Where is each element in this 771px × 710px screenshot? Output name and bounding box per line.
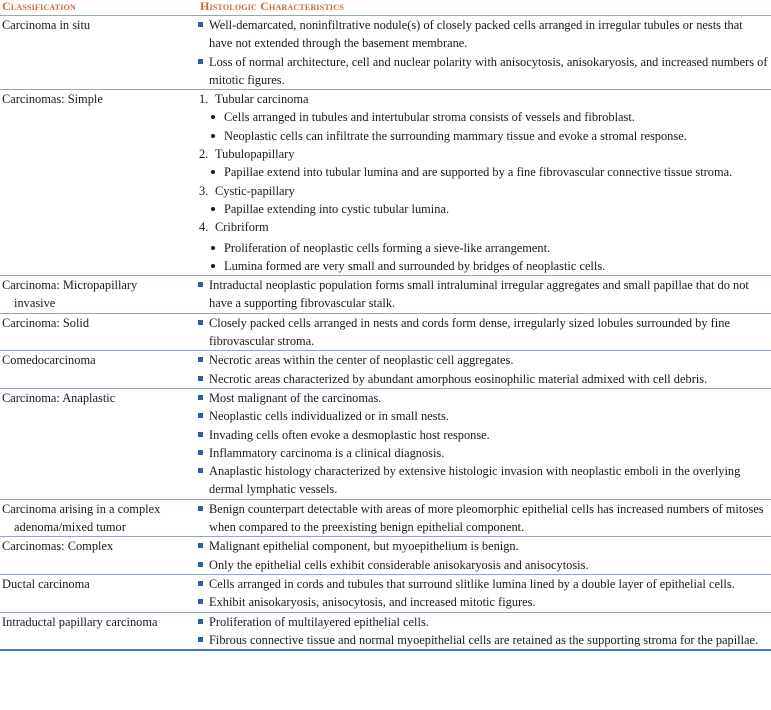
classification-line: Carcinoma arising in a complex [2, 501, 161, 516]
list-item: Cells arranged in tubules and intertubular stroma consists of vessels and fibroblast. [198, 108, 769, 126]
characteristics-cell [198, 90, 771, 275]
subtype-heading [198, 182, 769, 200]
characteristics-cell [198, 537, 771, 574]
classification-cell: Carcinomas: Simple [2, 92, 103, 107]
table-row [0, 500, 771, 538]
list-item: Anaplastic histology characterized by extensive histologic invasion with neoplastic emboli in the overlying dermal lymphatic vessels. [198, 462, 769, 499]
characteristics-cell [198, 276, 771, 313]
classification-line: invasive [14, 296, 56, 311]
table-row [0, 613, 771, 652]
classification-cell [0, 500, 198, 537]
subtype-number: 2. [199, 147, 209, 162]
classification-cell: Ductal carcinoma [2, 576, 90, 591]
characteristics-cell [198, 575, 771, 612]
classification-cell: Intraductal papillary carcinoma [2, 614, 158, 629]
list-item: Papillae extending into cystic tubular lumina. [198, 200, 769, 218]
subtype-number: 1. [199, 92, 209, 107]
list-item: Most malignant of the carcinomas. [198, 389, 769, 407]
subtype-heading [198, 145, 769, 163]
subtype-name: Cystic-papillary [215, 183, 295, 198]
list-item: Neoplastic cells individualized or in small nests. [198, 407, 769, 425]
table-row [0, 537, 771, 575]
classification-cell: Comedocarcinoma [2, 353, 96, 368]
subtype-number: 4. [199, 220, 209, 235]
classification-cell: Carcinoma in situ [2, 18, 91, 32]
list-item: Necrotic areas characterized by abundant amorphous eosinophilic material admixed with cell debris. [198, 370, 769, 388]
header-characteristics: Histologic Characteristics [200, 0, 344, 13]
subtype-name: Tubulopapillary [215, 147, 295, 162]
table-row [0, 90, 771, 276]
list-item: Proliferation of neoplastic cells forming a sieve-like arrangement. [198, 239, 769, 257]
table-row [0, 16, 771, 90]
list-item: Loss of normal architecture, cell and nuclear polarity with anisocytosis, anisokaryosis, and increased numbers of mitotic figures. [198, 53, 769, 90]
table-row [0, 575, 771, 613]
subtype-name: Tubular carcinoma [215, 92, 309, 107]
characteristics-cell [198, 351, 771, 388]
list-item: Closely packed cells arranged in nests and cords form dense, irregularly sized lobules surrounded by fine fibrovascular stroma. [198, 314, 769, 351]
list-item: Well-demarcated, noninfiltrative nodule(s) of closely packed cells arranged in irregular tubules or nests that have not extended through the basement membrane. [198, 16, 769, 53]
characteristics-cell [198, 314, 771, 351]
header-classification: Classification [2, 0, 77, 13]
list-item: Inflammatory carcinoma is a clinical diagnosis. [198, 444, 769, 462]
list-item: Cells arranged in cords and tubules that surround slitlike lumina lined by a double layer of epithelial cells. [198, 575, 769, 593]
list-item: Fibrous connective tissue and normal myoepithelial cells are retained as the supporting stroma for the papillae. [198, 631, 769, 649]
subtype-heading [198, 218, 769, 236]
characteristics-cell [198, 16, 771, 89]
list-item: Proliferation of multilayered epithelial cells. [198, 613, 769, 631]
classification-cell: Carcinoma: Anaplastic [2, 390, 116, 405]
classification-cell: Carcinoma: Solid [2, 315, 90, 330]
classification-line: Carcinoma: Micropapillary [2, 278, 138, 293]
list-item: Exhibit anisokaryosis, anisocytosis, and increased mitotic figures. [198, 593, 769, 611]
classification-line: adenoma/mixed tumor [14, 520, 126, 535]
subtype-number: 3. [199, 183, 209, 198]
table-row [0, 314, 771, 352]
list-item: Necrotic areas within the center of neoplastic cell aggregates. [198, 351, 769, 369]
classification-cell [0, 276, 198, 313]
list-item: Papillae extend into tubular lumina and are supported by a fine fibrovascular connective tissue stroma. [198, 163, 769, 181]
characteristics-cell [198, 389, 771, 499]
list-item: Malignant epithelial component, but myoepithelium is benign. [198, 537, 769, 555]
list-item: Intraductal neoplastic population forms small intraluminal irregular aggregates and small papillae that do not have a supporting fibrovascular stalk. [198, 276, 769, 313]
subtype-heading [198, 90, 769, 108]
list-item: Benign counterpart detectable with areas of more pleomorphic epithelial cells has increased numbers of mitoses when compared to the preexisting benign epithelial component. [198, 500, 769, 537]
list-item: Neoplastic cells can infiltrate the surrounding mammary tissue and evoke a stromal response. [198, 127, 769, 145]
classification-cell: Carcinomas: Complex [2, 539, 114, 554]
list-item: Lumina formed are very small and surrounded by bridges of neoplastic cells. [198, 257, 769, 275]
table-header [0, 0, 771, 16]
table-row [0, 351, 771, 389]
characteristics-cell [198, 613, 771, 650]
table-row [0, 389, 771, 500]
table-row [0, 276, 771, 314]
list-item: Invading cells often evoke a desmoplastic host response. [198, 426, 769, 444]
list-item: Only the epithelial cells exhibit considerable anisokaryosis and anisocytosis. [198, 556, 769, 574]
characteristics-cell [198, 500, 771, 537]
subtype-name: Cribriform [215, 220, 269, 235]
